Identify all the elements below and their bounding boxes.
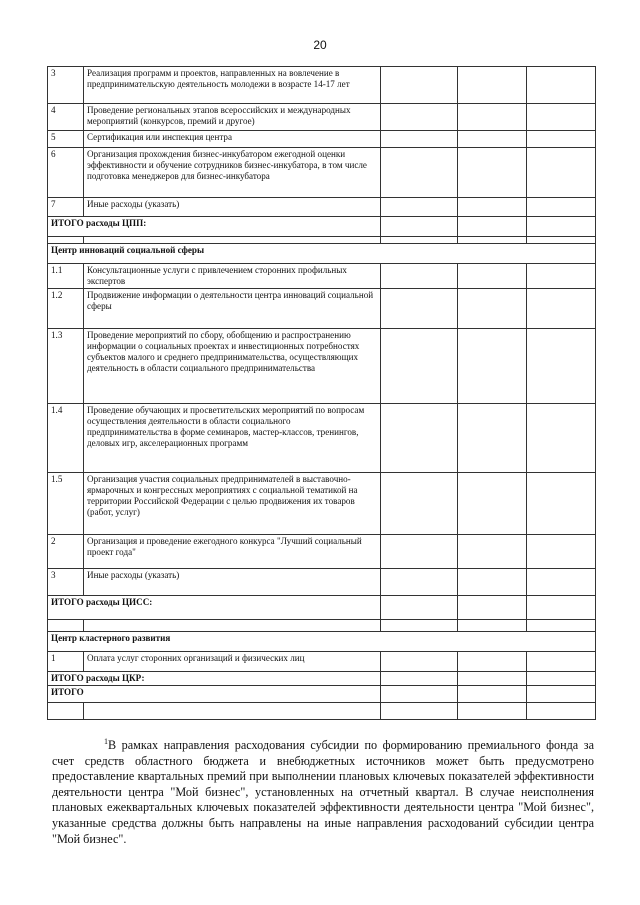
- expense-table: [47, 66, 596, 720]
- total-ckr-row-label: ИТОГО расходы ЦКР:: [48, 672, 381, 686]
- value-cell: [381, 237, 458, 244]
- row-description: Консультационные услуги с привлечением сторонних профильных экспертов: [84, 264, 381, 289]
- value-cell: [527, 198, 596, 217]
- value-cell: [381, 703, 458, 720]
- value-cell: [381, 148, 458, 198]
- row-description: Оплата услуг сторонних организаций и физических лиц: [84, 652, 381, 672]
- total-ckr-row: [48, 672, 596, 686]
- total-row-label: ИТОГО: [48, 686, 381, 703]
- value-cell: [381, 686, 458, 703]
- value-cell: [381, 596, 458, 620]
- table-row: [48, 264, 596, 289]
- value-cell: [527, 329, 596, 404]
- table-row: [48, 104, 596, 131]
- value-cell: [527, 672, 596, 686]
- table-row: [48, 148, 596, 198]
- value-cell: [527, 148, 596, 198]
- value-cell: [527, 237, 596, 244]
- value-cell: [458, 237, 527, 244]
- value-cell: [458, 473, 527, 535]
- table-row: [48, 67, 596, 104]
- value-cell: [381, 620, 458, 632]
- value-cell: [458, 569, 527, 596]
- table-row: [48, 652, 596, 672]
- row-description: Продвижение информации о деятельности центра инноваций социальной сферы: [84, 289, 381, 329]
- value-cell: [381, 404, 458, 473]
- value-cell: [527, 217, 596, 237]
- value-cell: [458, 148, 527, 198]
- value-cell: [527, 289, 596, 329]
- footnote-marker: 1: [104, 736, 108, 746]
- value-cell: [381, 67, 458, 104]
- value-cell: [458, 620, 527, 632]
- footnote: [52, 738, 594, 847]
- value-cell: [458, 289, 527, 329]
- section-ciss-row-label: Центр инноваций социальной сферы: [48, 244, 596, 264]
- value-cell: [527, 67, 596, 104]
- value-cell: [458, 217, 527, 237]
- row-description: Иные расходы (указать): [84, 569, 381, 596]
- row-description: Иные расходы (указать): [84, 198, 381, 217]
- value-cell: [458, 703, 527, 720]
- value-cell: [381, 569, 458, 596]
- row-number: 7: [48, 198, 84, 217]
- row-description: Реализация программ и проектов, направленных на вовлечение в предпринимательскую деятельность молодежи в возрасте 14-17 лет: [84, 67, 381, 104]
- value-cell: [84, 620, 381, 632]
- table-row: [48, 329, 596, 404]
- value-cell: [84, 237, 381, 244]
- value-cell: [527, 703, 596, 720]
- table-row: [48, 131, 596, 148]
- table-row: [48, 535, 596, 569]
- value-cell: [527, 104, 596, 131]
- page-number: 20: [313, 38, 327, 52]
- value-cell: [458, 652, 527, 672]
- total-ciss-row: [48, 596, 596, 620]
- total-ciss-row-label: ИТОГО расходы ЦИСС:: [48, 596, 381, 620]
- value-cell: [48, 703, 84, 720]
- empty-row: [48, 237, 596, 244]
- value-cell: [458, 686, 527, 703]
- table-row: [48, 473, 596, 535]
- row-number: 1.2: [48, 289, 84, 329]
- value-cell: [381, 131, 458, 148]
- row-description: Проведение мероприятий по сбору, обобщению и распространению информации о социальных проектах и инвестиционных потребностях субъектов малого и среднего предпринимательства, осуществляющих деятельность в области социального предпринимательства: [84, 329, 381, 404]
- value-cell: [458, 264, 527, 289]
- row-description: Организация и проведение ежегодного конкурса "Лучший социальный проект года": [84, 535, 381, 569]
- row-number: 1.3: [48, 329, 84, 404]
- row-number: 5: [48, 131, 84, 148]
- row-number: 6: [48, 148, 84, 198]
- row-description: Организация прохождения бизнес-инкубатором ежегодной оценки эффективности и обучение сотрудников бизнес-инкубатора, в том числе подготовка менеджеров для бизнес-инкубатора: [84, 148, 381, 198]
- row-number: 1.1: [48, 264, 84, 289]
- value-cell: [381, 535, 458, 569]
- row-number: 1: [48, 652, 84, 672]
- empty-row: [48, 703, 596, 720]
- value-cell: [48, 620, 84, 632]
- value-cell: [458, 131, 527, 148]
- value-cell: [381, 264, 458, 289]
- row-number: 1.5: [48, 473, 84, 535]
- value-cell: [381, 672, 458, 686]
- value-cell: [527, 404, 596, 473]
- value-cell: [381, 329, 458, 404]
- row-number: 1.4: [48, 404, 84, 473]
- row-description: Проведение обучающих и просветительских мероприятий по вопросам осуществления деятельности в области социального предпринимательства в форме семинаров, мастер-классов, тренингов, деловых игр, акселерационных программ: [84, 404, 381, 473]
- value-cell: [381, 104, 458, 131]
- row-number: 3: [48, 67, 84, 104]
- value-cell: [458, 104, 527, 131]
- row-description: Организация участия социальных предпринимателей в выставочно-ярмарочных и конгрессных мероприятиях с социальной тематикой на территории Российской Федерации с целью продвижения их товаров (работ, услуг): [84, 473, 381, 535]
- value-cell: [527, 620, 596, 632]
- table-row: [48, 404, 596, 473]
- row-number: 3: [48, 569, 84, 596]
- row-number: 4: [48, 104, 84, 131]
- total-cpp-row-label: ИТОГО расходы ЦПП:: [48, 217, 381, 237]
- table-row: [48, 569, 596, 596]
- value-cell: [48, 237, 84, 244]
- empty-row: [48, 620, 596, 632]
- value-cell: [527, 686, 596, 703]
- value-cell: [458, 596, 527, 620]
- footnote-text: В рамках направления расходования субсидии по формированию премиального фонда за счет средств областного бюджета и внебюджетных источников может быть предусмотрено предоставление квартальных премий при выполнении плановых ключевых показателей эффективности деятельности центра "Мой бизнес", установленных на отчетный квартал. В случае неисполнения плановых ежеквартальных ключевых показателей эффективности деятельности центра "Мой бизнес", указанные средства должны быть направлены на иные направления расходований субсидии центра "Мой бизнес".: [52, 738, 594, 846]
- table-row: [48, 198, 596, 217]
- value-cell: [458, 67, 527, 104]
- value-cell: [381, 289, 458, 329]
- value-cell: [381, 652, 458, 672]
- value-cell: [527, 535, 596, 569]
- value-cell: [527, 473, 596, 535]
- value-cell: [84, 703, 381, 720]
- value-cell: [527, 131, 596, 148]
- value-cell: [527, 596, 596, 620]
- value-cell: [527, 264, 596, 289]
- table-row: [48, 289, 596, 329]
- value-cell: [527, 652, 596, 672]
- value-cell: [458, 404, 527, 473]
- section-ckr-row: [48, 632, 596, 652]
- value-cell: [381, 198, 458, 217]
- row-description: Сертификация или инспекция центра: [84, 131, 381, 148]
- value-cell: [458, 672, 527, 686]
- section-ciss-row: [48, 244, 596, 264]
- value-cell: [527, 569, 596, 596]
- value-cell: [458, 198, 527, 217]
- total-row: [48, 686, 596, 703]
- row-description: Проведение региональных этапов всероссийских и международных мероприятий (конкурсов, премий и другое): [84, 104, 381, 131]
- row-number: 2: [48, 535, 84, 569]
- value-cell: [381, 473, 458, 535]
- value-cell: [381, 217, 458, 237]
- total-cpp-row: [48, 217, 596, 237]
- value-cell: [458, 535, 527, 569]
- value-cell: [458, 329, 527, 404]
- section-ckr-row-label: Центр кластерного развития: [48, 632, 596, 652]
